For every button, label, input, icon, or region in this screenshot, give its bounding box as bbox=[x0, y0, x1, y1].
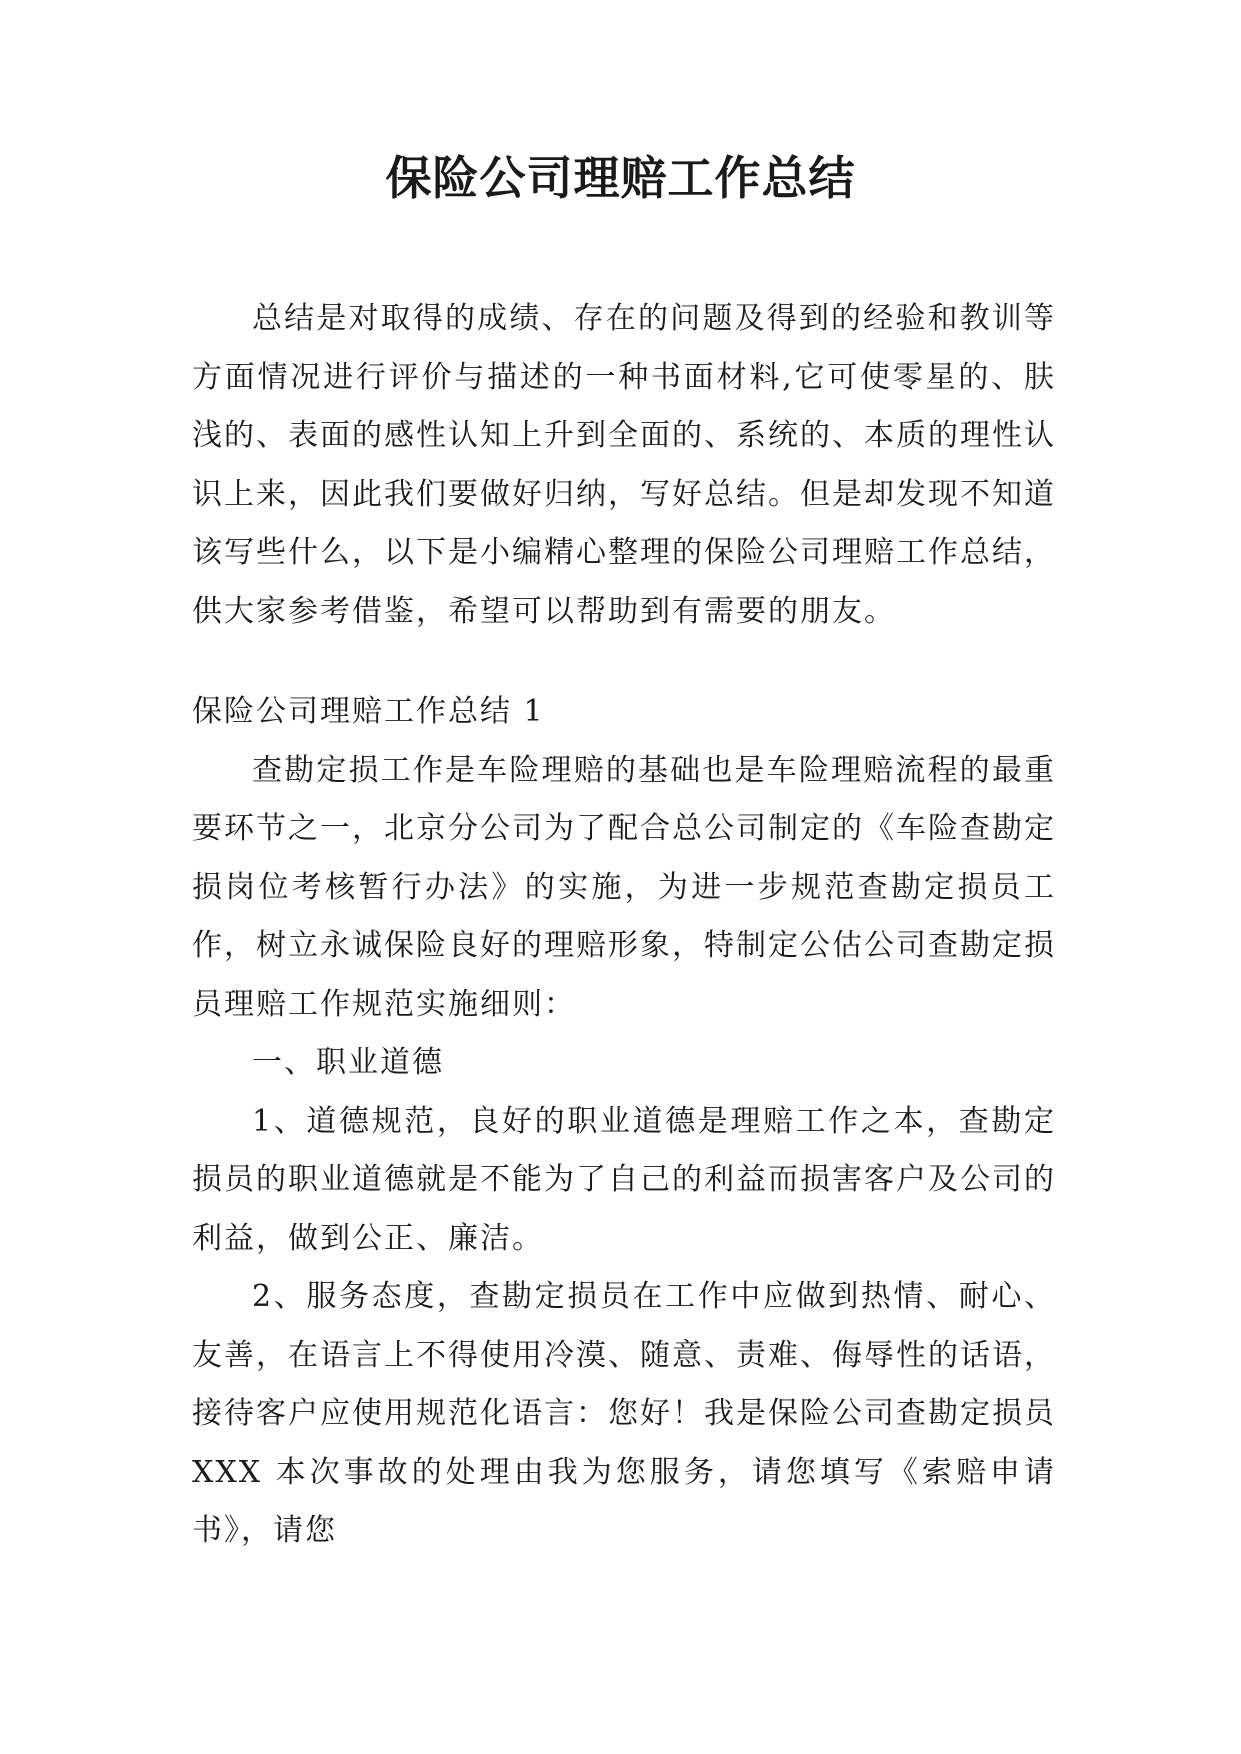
section-heading: 保险公司理赔工作总结 1 bbox=[192, 694, 545, 729]
intro-paragraph: 总结是对取得的成绩、存在的问题及得到的经验和教训等方面情况进行评价与描述的一种书面材料,它可使零星的、肤浅的、表面的感性认知上升到全面的、系统的、本质的理性认识上来，因此我们要做好归纳，写好总结。但是却发现不知道该写些什么，以下是小编精心整理的保险公司理赔工作总结，供大家参考借鉴，希望可以帮助到有需要的朋友。 bbox=[192, 301, 1056, 629]
body-paragraph: 2、服务态度，查勘定损员在工作中应做到热情、耐心、友善，在语言上不得使用冷漠、随意、责难、侮辱性的话语，接待客户应使用规范化语言：您好！我是保险公司查勘定损员 XXX 本次事故的处理由我为您服务，请您填写《索赔申请书》，请您 bbox=[192, 1279, 1056, 1548]
body-paragraph: 1、道德规范，良好的职业道德是理赔工作之本，查勘定损员的职业道德就是不能为了自己的利益而损害客户及公司的利益，做到公正、廉洁。 bbox=[192, 1103, 1056, 1256]
document-title: 保险公司理赔工作总结 bbox=[385, 151, 856, 205]
subsection-heading: 一、职业道德 bbox=[252, 1045, 444, 1080]
body-paragraph: 查勘定损工作是车险理赔的基础也是车险理赔流程的最重要环节之一，北京分公司为了配合总公司制定的《车险查勘定损岗位考核暂行办法》的实施，为进一步规范查勘定损员工作，树立永诚保险良好的理赔形象，特制定公估公司查勘定损员理赔工作规范实施细则： bbox=[192, 752, 1056, 1022]
document-body bbox=[192, 290, 1056, 1561]
